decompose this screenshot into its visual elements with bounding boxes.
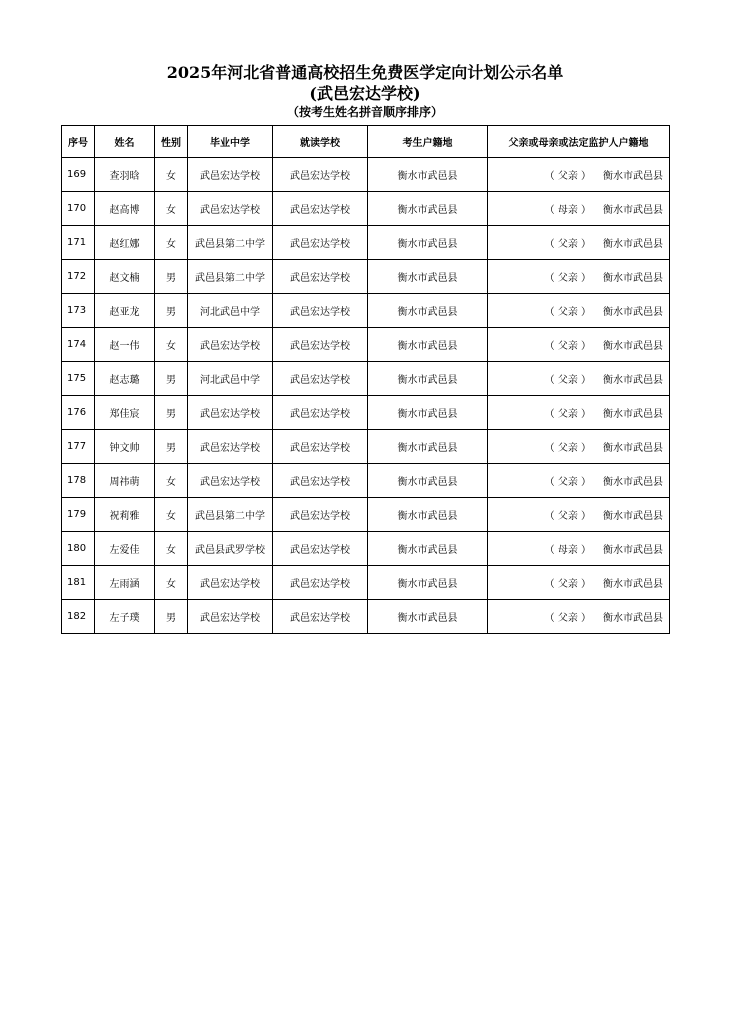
cell-guardian-hukou [488, 600, 670, 634]
cell-student-hukou: 衡水市武邑县 [368, 600, 488, 634]
cell-student-hukou: 衡水市武邑县 [368, 158, 488, 192]
cell-current-school: 武邑宏达学校 [273, 226, 368, 260]
cell-gender: 男 [155, 430, 188, 464]
table-row [62, 498, 670, 532]
guardian-hukou: 衡水市武邑县 [603, 239, 663, 250]
guardian-hukou: 衡水市武邑县 [603, 205, 663, 216]
document-title: 2025年河北省普通高校招生免费医学定向计划公示名单 [166, 63, 564, 82]
cell-name: 左子璞 [95, 600, 155, 634]
cell-current-school: 武邑宏达学校 [273, 192, 368, 226]
table-row [62, 566, 670, 600]
cell-student-hukou: 衡水市武邑县 [368, 498, 488, 532]
cell-guardian-hukou [488, 226, 670, 260]
cell-student-hukou: 衡水市武邑县 [368, 362, 488, 396]
cell-graduated-school: 武邑县第二中学 [188, 226, 273, 260]
cell-graduated-school: 武邑县第二中学 [188, 260, 273, 294]
guardian-relation: （ 父亲 ） [544, 477, 591, 488]
cell-guardian-hukou [488, 566, 670, 600]
cell-gender: 女 [155, 464, 188, 498]
cell-gender: 女 [155, 532, 188, 566]
guardian-relation: （ 父亲 ） [544, 409, 591, 420]
guardian-hukou: 衡水市武邑县 [603, 579, 663, 590]
cell-guardian-hukou [488, 396, 670, 430]
table-row [62, 600, 670, 634]
cell-graduated-school: 武邑宏达学校 [188, 328, 273, 362]
cell-guardian-hukou [488, 328, 670, 362]
cell-current-school: 武邑宏达学校 [273, 566, 368, 600]
cell-gender: 男 [155, 294, 188, 328]
cell-student-hukou: 衡水市武邑县 [368, 226, 488, 260]
cell-student-hukou: 衡水市武邑县 [368, 396, 488, 430]
cell-graduated-school: 武邑宏达学校 [188, 158, 273, 192]
cell-current-school: 武邑宏达学校 [273, 260, 368, 294]
cell-student-hukou: 衡水市武邑县 [368, 294, 488, 328]
cell-guardian-hukou [488, 464, 670, 498]
table-row [62, 158, 670, 192]
table-header-row [62, 126, 670, 158]
cell-current-school: 武邑宏达学校 [273, 600, 368, 634]
cell-current-school: 武邑宏达学校 [273, 532, 368, 566]
cell-index: 180 [62, 532, 95, 566]
cell-guardian-hukou [488, 532, 670, 566]
cell-name: 左雨涵 [95, 566, 155, 600]
cell-graduated-school: 河北武邑中学 [188, 362, 273, 396]
cell-gender: 男 [155, 396, 188, 430]
table-row [62, 260, 670, 294]
guardian-relation: （ 父亲 ） [544, 613, 591, 624]
cell-gender: 女 [155, 192, 188, 226]
cell-gender: 女 [155, 498, 188, 532]
cell-index: 171 [62, 226, 95, 260]
cell-student-hukou: 衡水市武邑县 [368, 430, 488, 464]
cell-name: 赵一伟 [95, 328, 155, 362]
guardian-relation: （ 父亲 ） [544, 273, 591, 284]
cell-index: 176 [62, 396, 95, 430]
cell-graduated-school: 武邑宏达学校 [188, 192, 273, 226]
col-header-guardian-hukou: 父亲或母亲或法定监护人户籍地 [488, 126, 670, 158]
table-row [62, 464, 670, 498]
col-header-graduated-school: 毕业中学 [188, 126, 273, 158]
table-row [62, 396, 670, 430]
guardian-hukou: 衡水市武邑县 [603, 511, 663, 522]
cell-index: 170 [62, 192, 95, 226]
cell-index: 172 [62, 260, 95, 294]
cell-name: 赵亚龙 [95, 294, 155, 328]
cell-index: 182 [62, 600, 95, 634]
cell-name: 祝莉雅 [95, 498, 155, 532]
cell-gender: 男 [155, 600, 188, 634]
col-header-index: 序号 [62, 126, 95, 158]
cell-student-hukou: 衡水市武邑县 [368, 192, 488, 226]
cell-index: 169 [62, 158, 95, 192]
cell-graduated-school: 武邑县武罗学校 [188, 532, 273, 566]
cell-student-hukou: 衡水市武邑县 [368, 328, 488, 362]
cell-graduated-school: 武邑宏达学校 [188, 430, 273, 464]
cell-name: 周祎萌 [95, 464, 155, 498]
cell-gender: 男 [155, 260, 188, 294]
table-row [62, 532, 670, 566]
col-header-current-school: 就读学校 [273, 126, 368, 158]
table-row [62, 430, 670, 464]
col-header-name: 姓名 [95, 126, 155, 158]
cell-guardian-hukou [488, 294, 670, 328]
guardian-hukou: 衡水市武邑县 [603, 375, 663, 386]
cell-student-hukou: 衡水市武邑县 [368, 566, 488, 600]
cell-guardian-hukou [488, 192, 670, 226]
guardian-hukou: 衡水市武邑县 [603, 613, 663, 624]
cell-current-school: 武邑宏达学校 [273, 464, 368, 498]
cell-index: 177 [62, 430, 95, 464]
cell-student-hukou: 衡水市武邑县 [368, 260, 488, 294]
cell-guardian-hukou [488, 498, 670, 532]
cell-gender: 女 [155, 566, 188, 600]
cell-name: 赵高博 [95, 192, 155, 226]
cell-gender: 女 [155, 328, 188, 362]
table-row [62, 294, 670, 328]
guardian-relation: （ 父亲 ） [544, 341, 591, 352]
cell-student-hukou: 衡水市武邑县 [368, 464, 488, 498]
sort-note: （按考生姓名拼音顺序排序） [286, 105, 443, 119]
cell-name: 赵志璐 [95, 362, 155, 396]
cell-name: 赵红娜 [95, 226, 155, 260]
cell-name: 钟文帅 [95, 430, 155, 464]
col-header-gender: 性别 [155, 126, 188, 158]
cell-index: 179 [62, 498, 95, 532]
table-row [62, 328, 670, 362]
cell-graduated-school: 武邑宏达学校 [188, 566, 273, 600]
guardian-hukou: 衡水市武邑县 [603, 307, 663, 318]
col-header-student-hukou: 考生户籍地 [368, 126, 488, 158]
document-subtitle: (武邑宏达学校) [309, 84, 421, 103]
roster-table [61, 125, 670, 634]
cell-guardian-hukou [488, 362, 670, 396]
cell-current-school: 武邑宏达学校 [273, 430, 368, 464]
cell-guardian-hukou [488, 158, 670, 192]
cell-graduated-school: 武邑宏达学校 [188, 396, 273, 430]
cell-current-school: 武邑宏达学校 [273, 328, 368, 362]
cell-student-hukou: 衡水市武邑县 [368, 532, 488, 566]
cell-guardian-hukou [488, 260, 670, 294]
guardian-hukou: 衡水市武邑县 [603, 341, 663, 352]
cell-index: 173 [62, 294, 95, 328]
guardian-relation: （ 父亲 ） [544, 171, 591, 182]
cell-index: 178 [62, 464, 95, 498]
guardian-relation: （ 父亲 ） [544, 511, 591, 522]
cell-gender: 女 [155, 226, 188, 260]
guardian-hukou: 衡水市武邑县 [603, 409, 663, 420]
cell-index: 174 [62, 328, 95, 362]
cell-graduated-school: 武邑宏达学校 [188, 600, 273, 634]
table-row [62, 192, 670, 226]
cell-gender: 男 [155, 362, 188, 396]
cell-index: 175 [62, 362, 95, 396]
guardian-relation: （ 父亲 ） [544, 579, 591, 590]
cell-graduated-school: 武邑宏达学校 [188, 464, 273, 498]
cell-index: 181 [62, 566, 95, 600]
guardian-relation: （ 父亲 ） [544, 375, 591, 386]
cell-current-school: 武邑宏达学校 [273, 396, 368, 430]
cell-guardian-hukou [488, 430, 670, 464]
guardian-hukou: 衡水市武邑县 [603, 545, 663, 556]
cell-current-school: 武邑宏达学校 [273, 294, 368, 328]
cell-name: 赵文楠 [95, 260, 155, 294]
cell-current-school: 武邑宏达学校 [273, 158, 368, 192]
cell-gender: 女 [155, 158, 188, 192]
cell-graduated-school: 武邑县第二中学 [188, 498, 273, 532]
cell-name: 查羽晗 [95, 158, 155, 192]
cell-name: 郑佳宸 [95, 396, 155, 430]
guardian-relation: （ 父亲 ） [544, 443, 591, 454]
guardian-hukou: 衡水市武邑县 [603, 477, 663, 488]
guardian-hukou: 衡水市武邑县 [603, 443, 663, 454]
guardian-relation: （ 母亲 ） [544, 205, 591, 216]
guardian-hukou: 衡水市武邑县 [603, 273, 663, 284]
table-row [62, 226, 670, 260]
guardian-relation: （ 母亲 ） [544, 545, 591, 556]
table-row [62, 362, 670, 396]
cell-name: 左爱佳 [95, 532, 155, 566]
guardian-relation: （ 父亲 ） [544, 307, 591, 318]
guardian-hukou: 衡水市武邑县 [603, 171, 663, 182]
guardian-relation: （ 父亲 ） [544, 239, 591, 250]
cell-current-school: 武邑宏达学校 [273, 498, 368, 532]
cell-graduated-school: 河北武邑中学 [188, 294, 273, 328]
cell-current-school: 武邑宏达学校 [273, 362, 368, 396]
